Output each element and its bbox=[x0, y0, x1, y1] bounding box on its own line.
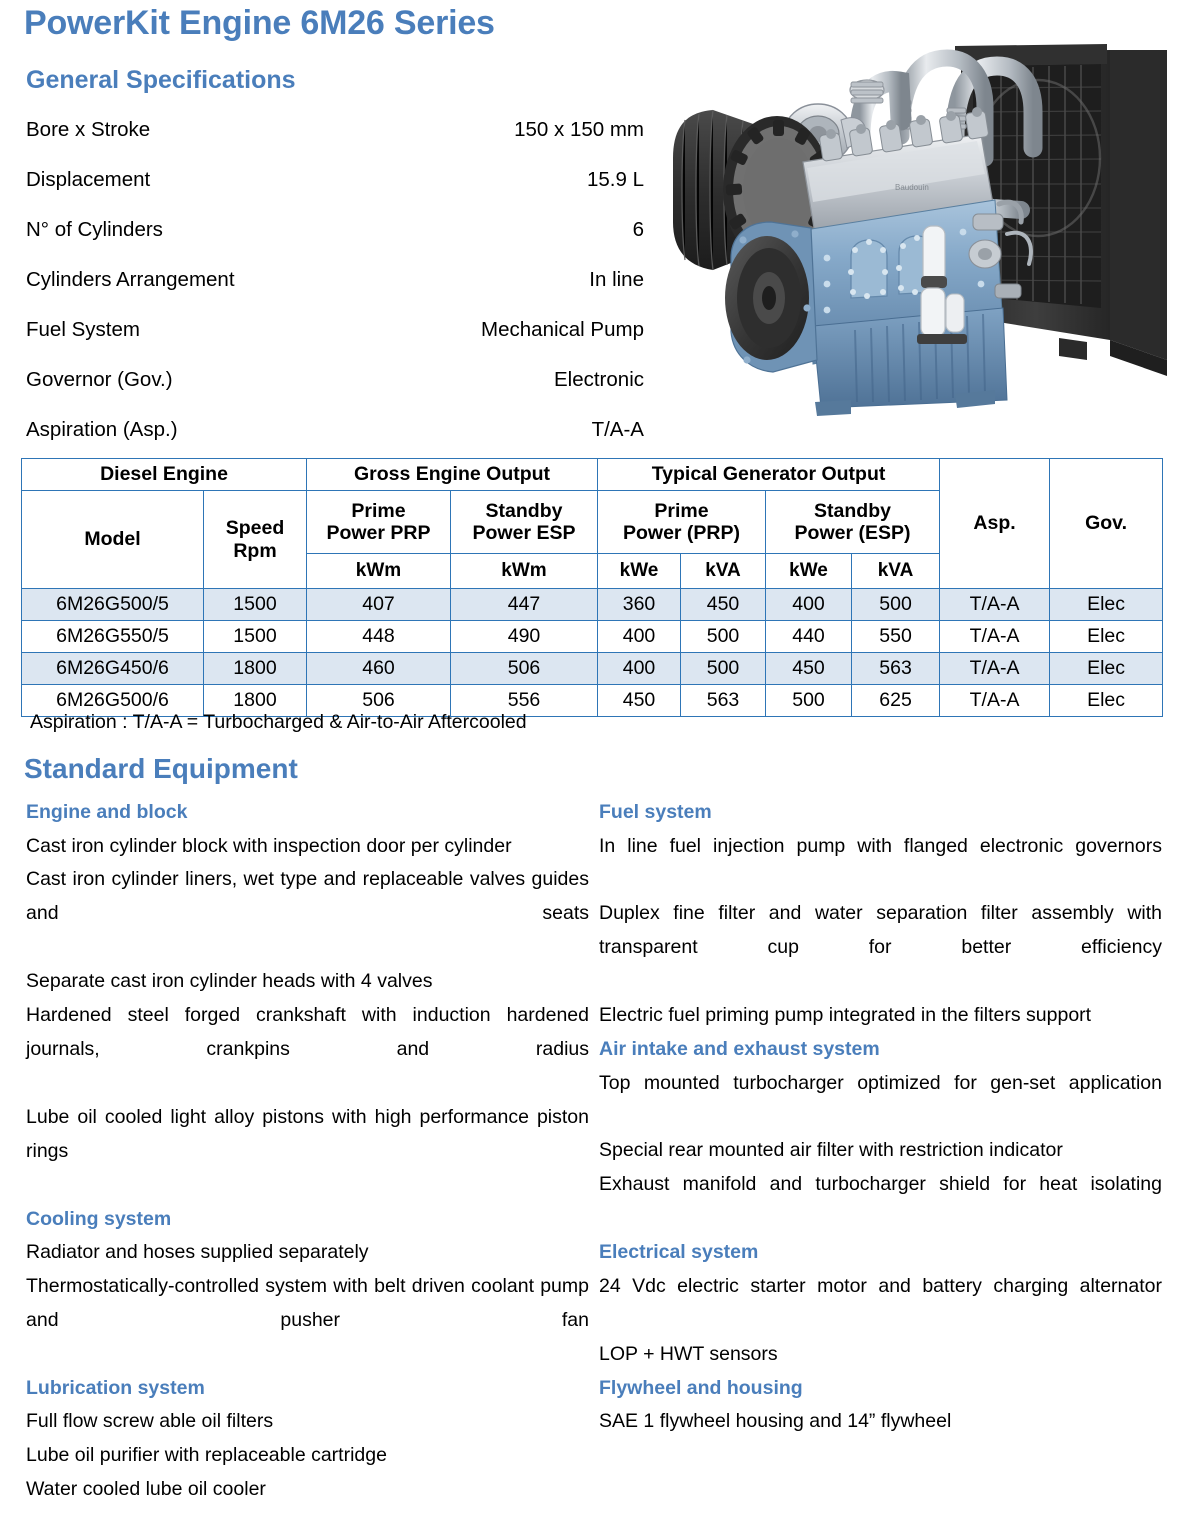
spec-row bbox=[26, 168, 644, 218]
spec-label: Fuel System bbox=[26, 318, 140, 341]
cell-asp: T/A-A bbox=[940, 589, 1050, 621]
equip-item: SAE 1 flywheel housing and 14” flywheel bbox=[599, 1410, 952, 1433]
cell-speed: 1800 bbox=[204, 653, 307, 685]
spec-value: T/A-A bbox=[591, 418, 644, 441]
cell-gen-prime-kwe: 450 bbox=[598, 685, 681, 717]
header-gen-prime-line1: Prime bbox=[654, 499, 709, 522]
cell-standby-kwm: 506 bbox=[451, 653, 598, 685]
cell-gov: Elec bbox=[1050, 589, 1163, 621]
cell-model: 6M26G500/5 bbox=[22, 589, 204, 621]
engine-ratings-table bbox=[21, 458, 1163, 717]
header-standby-power-esp bbox=[451, 491, 598, 554]
header-typical-generator-output: Typical Generator Output bbox=[598, 459, 940, 491]
equip-item: Thermostatically-controlled system with belt driven coolant pump and pusher fan bbox=[26, 1275, 589, 1332]
spec-row bbox=[26, 268, 644, 318]
cell-gen-prime-kva: 450 bbox=[681, 589, 766, 621]
spec-label: N° of Cylinders bbox=[26, 218, 163, 241]
header-standby-line1: Standby bbox=[485, 499, 563, 522]
cell-standby-kwm: 447 bbox=[451, 589, 598, 621]
cell-gen-prime-kwe: 360 bbox=[598, 589, 681, 621]
cell-speed: 1500 bbox=[204, 621, 307, 653]
spec-row bbox=[26, 218, 644, 268]
equip-item: Electric fuel priming pump integrated in the filters support bbox=[599, 1004, 1092, 1027]
equip-group-heading: Fuel system bbox=[599, 801, 712, 823]
cell-gov: Elec bbox=[1050, 685, 1163, 717]
cell-speed: 1800 bbox=[204, 685, 307, 717]
equip-group-heading: Flywheel and housing bbox=[599, 1376, 803, 1399]
equip-group-heading: Engine and block bbox=[26, 801, 188, 823]
unit-prime-kwm: kWm bbox=[307, 554, 451, 589]
spec-row bbox=[26, 368, 644, 418]
cell-prime-kwm: 506 bbox=[307, 685, 451, 717]
cell-gen-standby-kwe: 500 bbox=[766, 685, 852, 717]
equip-item: Hardened steel forged crankshaft with induction hardened journals, crankpins and radius bbox=[26, 1004, 589, 1061]
cell-gen-standby-kwe: 400 bbox=[766, 589, 852, 621]
equip-item: Cast iron cylinder liners, wet type and replaceable valves guides and seats bbox=[26, 868, 589, 925]
equip-group-heading: Lubrication system bbox=[26, 1376, 205, 1399]
standard-equipment-heading: Standard Equipment bbox=[24, 753, 298, 784]
cell-model: 6M26G450/6 bbox=[22, 653, 204, 685]
header-gen-prime-line2: Power (PRP) bbox=[622, 522, 741, 544]
equip-item: In line fuel injection pump with flanged electronic governors bbox=[599, 834, 1162, 857]
cell-gen-prime-kva: 563 bbox=[681, 685, 766, 717]
cell-gen-standby-kva: 550 bbox=[852, 621, 940, 653]
page-title: PowerKit Engine 6M26 Series bbox=[24, 4, 495, 42]
spec-value: 150 x 150 mm bbox=[514, 118, 644, 141]
header-speed-line2: Rpm bbox=[233, 539, 277, 562]
standard-equipment-right-column bbox=[599, 796, 1162, 1439]
equip-item: Full flow screw able oil filters bbox=[26, 1410, 274, 1433]
equip-item: Cast iron cylinder block with inspection door per cylinder bbox=[26, 834, 512, 857]
cell-gen-prime-kva: 500 bbox=[681, 621, 766, 653]
spec-value: In line bbox=[589, 268, 644, 291]
table-row bbox=[22, 621, 1163, 653]
standard-equipment-left-column bbox=[26, 796, 589, 1507]
cell-gen-standby-kva: 563 bbox=[852, 653, 940, 685]
spec-row bbox=[26, 318, 644, 368]
equip-item: Top mounted turbocharger optimized for gen-set application bbox=[599, 1071, 1162, 1094]
equip-item: Water cooled lube oil cooler bbox=[26, 1478, 266, 1501]
header-speed-line1: Speed bbox=[225, 517, 285, 540]
cell-prime-kwm: 407 bbox=[307, 589, 451, 621]
header-diesel-engine: Diesel Engine bbox=[22, 459, 307, 491]
equip-item: Special rear mounted air filter with restriction indicator bbox=[599, 1139, 1063, 1162]
header-asp: Asp. bbox=[940, 459, 1050, 589]
equip-item: Separate cast iron cylinder heads with 4 valves bbox=[26, 970, 433, 993]
diesel-engine-photo bbox=[655, 8, 1180, 448]
equip-group-heading: Electrical system bbox=[599, 1241, 759, 1264]
general-specifications-heading: General Specifications bbox=[26, 66, 296, 94]
equip-group-heading: Cooling system bbox=[26, 1207, 172, 1230]
header-gen-prime-power bbox=[598, 491, 766, 554]
cell-gov: Elec bbox=[1050, 653, 1163, 685]
header-speed-rpm bbox=[204, 491, 307, 589]
header-gross-engine-output: Gross Engine Output bbox=[307, 459, 598, 491]
spec-label: Displacement bbox=[26, 168, 151, 191]
equip-item: Lube oil cooled light alloy pistons with high performance piston rings bbox=[26, 1105, 589, 1162]
unit-gen-prime-kwe: kWe bbox=[598, 554, 681, 589]
header-prime-line2: Power PRP bbox=[326, 522, 431, 544]
spec-label: Cylinders Arrangement bbox=[26, 268, 235, 291]
equip-item: 24 Vdc electric starter motor and battery charging alternator bbox=[599, 1274, 1162, 1297]
cell-gen-prime-kwe: 400 bbox=[598, 653, 681, 685]
cell-asp: T/A-A bbox=[940, 621, 1050, 653]
unit-standby-kwm: kWm bbox=[451, 554, 598, 589]
cell-gen-prime-kva: 500 bbox=[681, 653, 766, 685]
spec-value: 6 bbox=[632, 218, 644, 241]
unit-gen-standby-kva: kVA bbox=[852, 554, 940, 589]
cell-standby-kwm: 556 bbox=[451, 685, 598, 717]
spec-label: Bore x Stroke bbox=[26, 118, 151, 141]
spec-value: Mechanical Pump bbox=[481, 318, 644, 341]
spec-label: Governor (Gov.) bbox=[26, 368, 173, 391]
cell-prime-kwm: 460 bbox=[307, 653, 451, 685]
header-gen-standby-power bbox=[766, 491, 940, 554]
equip-item: LOP + HWT sensors bbox=[599, 1342, 778, 1365]
spec-row bbox=[26, 118, 644, 168]
aspiration-note: Aspiration : T/A-A = Turbocharged & Air-to-Air Aftercooled bbox=[30, 711, 527, 733]
engine-block-icon bbox=[805, 200, 1007, 408]
equip-item: Radiator and hoses supplied separately bbox=[26, 1241, 369, 1264]
cell-gov: Elec bbox=[1050, 621, 1163, 653]
unit-gen-standby-kwe: kWe bbox=[766, 554, 852, 589]
cell-speed: 1500 bbox=[204, 589, 307, 621]
spec-label: Aspiration (Asp.) bbox=[26, 418, 178, 441]
header-prime-line1: Prime bbox=[351, 499, 406, 522]
header-standby-line2: Power ESP bbox=[472, 522, 576, 544]
header-prime-power-prp bbox=[307, 491, 451, 554]
equip-item: Lube oil purifier with replaceable cartridge bbox=[26, 1444, 387, 1467]
cell-gen-prime-kwe: 400 bbox=[598, 621, 681, 653]
cell-prime-kwm: 448 bbox=[307, 621, 451, 653]
cell-asp: T/A-A bbox=[940, 653, 1050, 685]
cell-model: 6M26G550/5 bbox=[22, 621, 204, 653]
header-model: Model bbox=[22, 491, 204, 589]
equip-group-heading: Air intake and exhaust system bbox=[599, 1038, 880, 1061]
header-gen-standby-line2: Power (ESP) bbox=[794, 522, 911, 544]
cell-gen-standby-kva: 500 bbox=[852, 589, 940, 621]
unit-gen-prime-kva: kVA bbox=[681, 554, 766, 589]
flywheel-housing-icon bbox=[725, 222, 817, 372]
table-row bbox=[22, 653, 1163, 685]
table-row bbox=[22, 589, 1163, 621]
cell-gen-standby-kwe: 440 bbox=[766, 621, 852, 653]
general-specifications-list bbox=[26, 118, 644, 468]
spec-value: Electronic bbox=[553, 368, 644, 391]
cell-gen-standby-kva: 625 bbox=[852, 685, 940, 717]
header-gov: Gov. bbox=[1050, 459, 1163, 589]
equip-item: Duplex fine filter and water separation filter assembly with transparent cup for better efficiency bbox=[599, 902, 1162, 959]
header-gen-standby-line1: Standby bbox=[814, 499, 891, 522]
cell-standby-kwm: 490 bbox=[451, 621, 598, 653]
table-group-header-row bbox=[22, 459, 1163, 491]
cell-gen-standby-kwe: 450 bbox=[766, 653, 852, 685]
equip-item: Exhaust manifold and turbocharger shield for heat isolating bbox=[599, 1173, 1162, 1196]
cell-model: 6M26G500/6 bbox=[22, 685, 204, 717]
cell-asp: T/A-A bbox=[940, 685, 1050, 717]
svg-text:Baudouin: Baudouin bbox=[895, 183, 929, 192]
spec-value: 15.9 L bbox=[587, 168, 644, 191]
